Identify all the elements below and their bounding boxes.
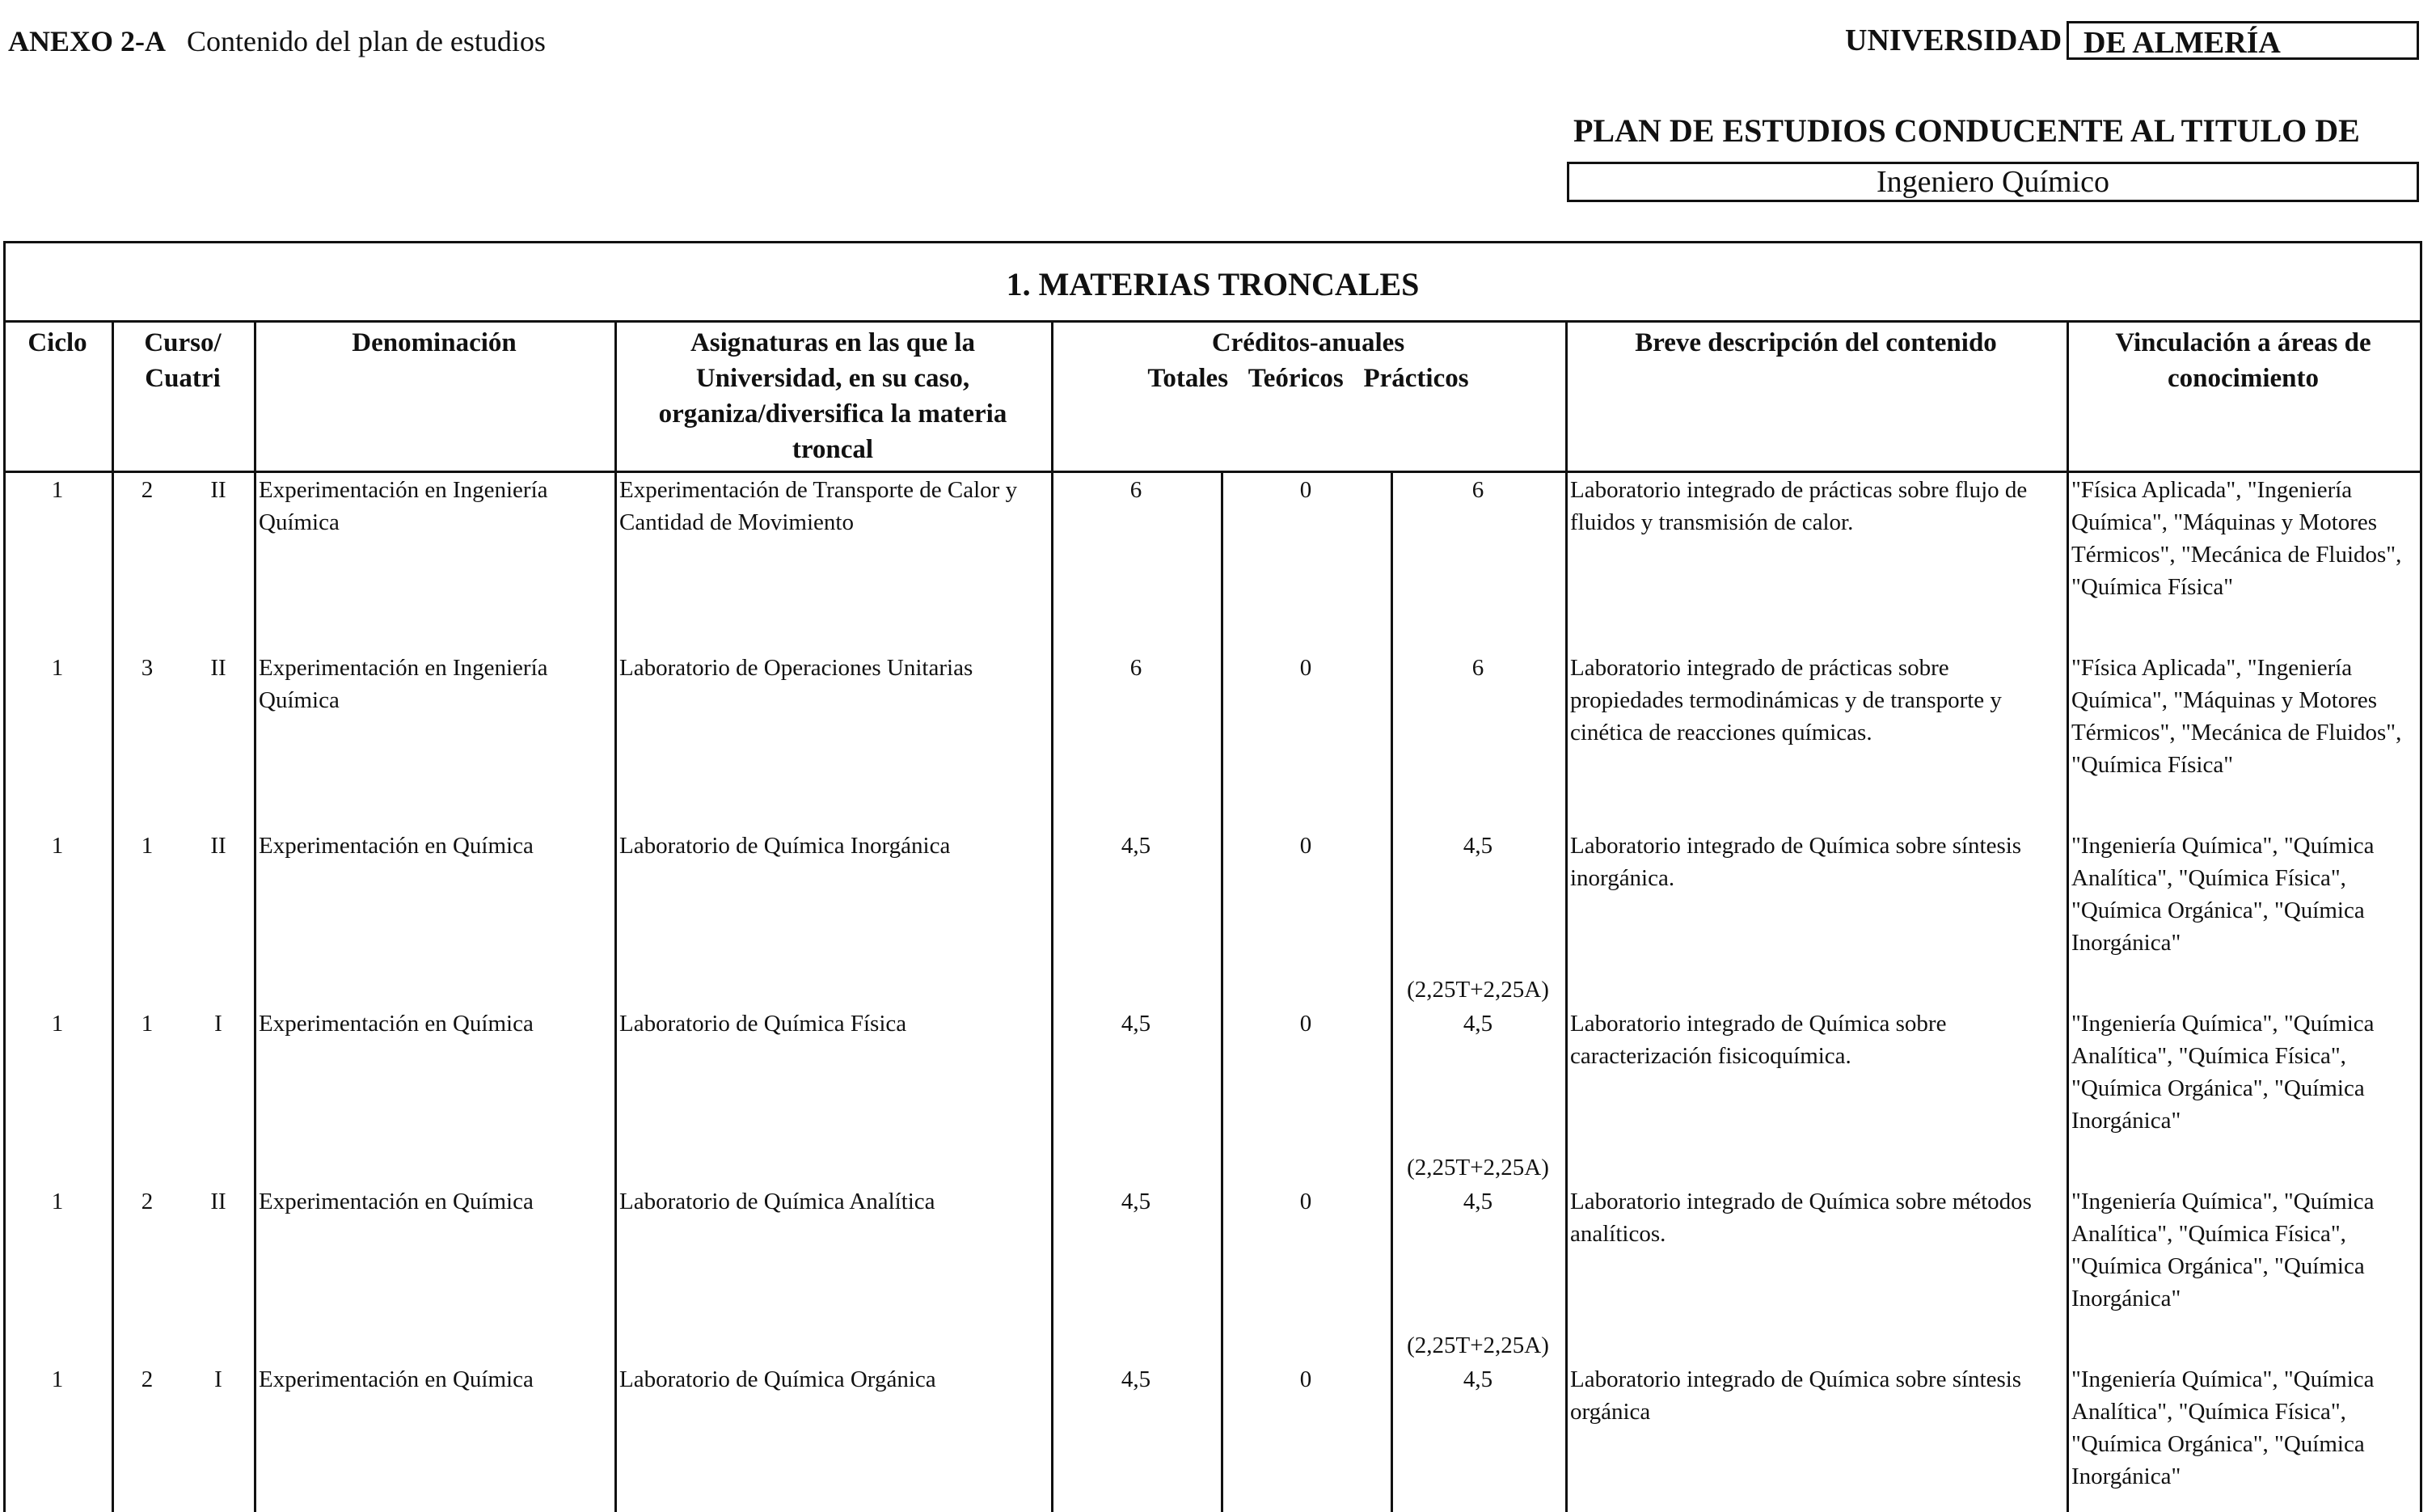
cell-asignatura: Experimentación de Transporte de Calor y Cantidad de Movimiento xyxy=(619,477,1018,535)
annex-description: Contenido del plan de estudios xyxy=(187,25,546,57)
col-header-curso-line1: Curso/ xyxy=(144,328,222,357)
cell-cuatri: I xyxy=(214,1011,222,1037)
cell-ciclo: 1 xyxy=(51,1366,64,1392)
cell-asignatura: Laboratorio de Química Orgánica xyxy=(619,1366,936,1392)
annex-heading xyxy=(8,24,546,58)
table-border-left xyxy=(3,241,6,1512)
col-header-vinculacion xyxy=(2067,325,2420,396)
cell-teoricos: 0 xyxy=(1299,655,1312,681)
col-header-descripcion: Breve descripción del contenido xyxy=(1635,328,1997,357)
table-border-right xyxy=(2420,241,2422,1512)
cell-curso: 3 xyxy=(141,655,154,681)
header-row-divider xyxy=(3,471,2422,473)
cell-teoricos: 0 xyxy=(1299,1011,1312,1037)
cell-vinculacion: "Ingeniería Química", "Química Analítica", "Química Física", "Química Orgánica", "Química Inorgánica" xyxy=(2071,1366,2375,1489)
cell-practicos-note: (2,25T+2,25A) xyxy=(1407,977,1549,1003)
cell-curso: 2 xyxy=(141,1366,154,1392)
cell-descripcion: Laboratorio integrado de prácticas sobre propiedades termodinámicas y de transporte y cinética de reacciones químicas. xyxy=(1570,655,2002,745)
cell-descripcion: Laboratorio integrado de Química sobre síntesis inorgánica. xyxy=(1570,833,2022,891)
col-header-asignaturas-line3: organiza/diversifica la materia xyxy=(658,399,1007,429)
degree-title-box: Ingeniero Químico xyxy=(1567,162,2419,202)
annex-label: ANEXO 2-A xyxy=(8,25,166,57)
cell-practicos: 4,5 xyxy=(1463,1011,1493,1037)
cell-descripcion: Laboratorio integrado de Química sobre síntesis orgánica xyxy=(1570,1366,2022,1425)
col-header-creditos-title: Créditos-anuales xyxy=(1211,328,1405,357)
cell-ciclo: 1 xyxy=(51,477,64,503)
troncales-table xyxy=(3,241,2422,1512)
cell-ciclo: 1 xyxy=(51,833,64,859)
section-title: 1. MATERIAS TRONCALES xyxy=(1006,266,1420,302)
cell-ciclo: 1 xyxy=(51,655,64,681)
col-header-totales: Totales xyxy=(1147,364,1229,393)
cell-practicos-note: (2,25T+2,25A) xyxy=(1407,1155,1549,1180)
cell-teoricos: 0 xyxy=(1299,1366,1312,1392)
col-header-asignaturas xyxy=(614,325,1051,467)
col-header-curso-line2: Cuatri xyxy=(145,364,221,393)
cell-cuatri: II xyxy=(210,1189,226,1214)
cell-cuatri: I xyxy=(214,1366,222,1392)
cell-cuatri: II xyxy=(210,477,226,503)
plan-title: PLAN DE ESTUDIOS CONDUCENTE AL TITULO DE xyxy=(1573,112,2360,149)
cell-curso: 2 xyxy=(141,477,154,503)
col-header-ciclo: Ciclo xyxy=(27,328,87,357)
cell-totales: 4,5 xyxy=(1121,1189,1151,1214)
cell-practicos-note: (2,25T+2,25A) xyxy=(1407,1333,1549,1358)
university-name-box: DE ALMERÍA xyxy=(2067,21,2419,60)
cell-denominacion: Experimentación en Química xyxy=(259,1189,534,1214)
col-header-practicos: Prácticos xyxy=(1363,364,1469,393)
cell-practicos: 4,5 xyxy=(1463,1189,1493,1214)
cell-teoricos: 0 xyxy=(1299,1189,1312,1214)
cell-teoricos: 0 xyxy=(1299,833,1312,859)
cell-denominacion: Experimentación en Química xyxy=(259,833,534,859)
cell-ciclo: 1 xyxy=(51,1189,64,1214)
col-header-creditos-sub xyxy=(1051,361,1565,396)
cell-practicos: 4,5 xyxy=(1463,833,1493,859)
cell-totales: 4,5 xyxy=(1121,1366,1151,1392)
cell-practicos: 6 xyxy=(1471,477,1484,503)
cell-descripcion: Laboratorio integrado de Química sobre caracterización fisicoquímica. xyxy=(1570,1011,1947,1069)
cell-practicos: 6 xyxy=(1471,655,1484,681)
col-header-vinculacion-line2: conocimiento xyxy=(2168,364,2319,393)
col-header-curso xyxy=(112,325,254,396)
col-divider xyxy=(254,320,256,1512)
cell-denominacion: Experimentación en Química xyxy=(259,1011,534,1037)
cell-curso: 2 xyxy=(141,1189,154,1214)
col-header-teoricos: Teóricos xyxy=(1248,364,1344,393)
cell-cuatri: II xyxy=(210,833,226,859)
cell-vinculacion: "Ingeniería Química", "Química Analítica", "Química Física", "Química Orgánica", "Química Inorgánica" xyxy=(2071,1011,2375,1134)
cell-vinculacion: "Ingeniería Química", "Química Analítica", "Química Física", "Química Orgánica", "Química Inorgánica" xyxy=(2071,833,2375,956)
cell-cuatri: II xyxy=(210,655,226,681)
cell-descripcion: Laboratorio integrado de Química sobre métodos analíticos. xyxy=(1570,1189,2032,1247)
cell-asignatura: Laboratorio de Química Inorgánica xyxy=(619,833,951,859)
col-header-asignaturas-line2: Universidad, en su caso, xyxy=(695,364,970,393)
col-divider xyxy=(614,320,617,1512)
cell-vinculacion: "Ingeniería Química", "Química Analítica", "Química Física", "Química Orgánica", "Química Inorgánica" xyxy=(2071,1189,2375,1311)
cell-denominacion: Experimentación en Ingeniería Química xyxy=(259,655,548,713)
university-label: UNIVERSIDAD xyxy=(1845,23,2062,57)
col-header-creditos xyxy=(1051,325,1565,396)
cell-totales: 6 xyxy=(1129,655,1142,681)
cell-totales: 6 xyxy=(1129,477,1142,503)
col-divider xyxy=(1221,471,1223,1512)
col-header-asignaturas-line1: Asignaturas en las que la xyxy=(690,328,976,357)
cell-ciclo: 1 xyxy=(51,1011,64,1037)
col-header-denominacion: Denominación xyxy=(352,328,517,357)
col-divider xyxy=(1565,320,1568,1512)
cell-curso: 1 xyxy=(141,1011,154,1037)
table-border-top xyxy=(3,241,2422,243)
cell-asignatura: Laboratorio de Química Analítica xyxy=(619,1189,935,1214)
col-header-vinculacion-line1: Vinculación a áreas de xyxy=(2115,328,2371,357)
cell-practicos: 4,5 xyxy=(1463,1366,1493,1392)
cell-curso: 1 xyxy=(141,833,154,859)
cell-asignatura: Laboratorio de Operaciones Unitarias xyxy=(619,655,973,681)
cell-teoricos: 0 xyxy=(1299,477,1312,503)
section-title-divider xyxy=(3,320,2422,323)
cell-descripcion: Laboratorio integrado de prácticas sobre flujo de fluidos y transmisión de calor. xyxy=(1570,477,2028,535)
cell-totales: 4,5 xyxy=(1121,1011,1151,1037)
cell-asignatura: Laboratorio de Química Física xyxy=(619,1011,907,1037)
cell-vinculacion: "Física Aplicada", "Ingeniería Química", "Máquinas y Motores Térmicos", "Mecánica de Fluidos", "Química Física" xyxy=(2071,477,2402,600)
cell-totales: 4,5 xyxy=(1121,833,1151,859)
cell-denominacion: Experimentación en Química xyxy=(259,1366,534,1392)
col-header-asignaturas-line4: troncal xyxy=(792,435,874,464)
cell-denominacion: Experimentación en Ingeniería Química xyxy=(259,477,548,535)
cell-vinculacion: "Física Aplicada", "Ingeniería Química", "Máquinas y Motores Térmicos", "Mecánica de Fluidos", "Química Física" xyxy=(2071,655,2402,778)
col-divider xyxy=(2067,320,2069,1512)
